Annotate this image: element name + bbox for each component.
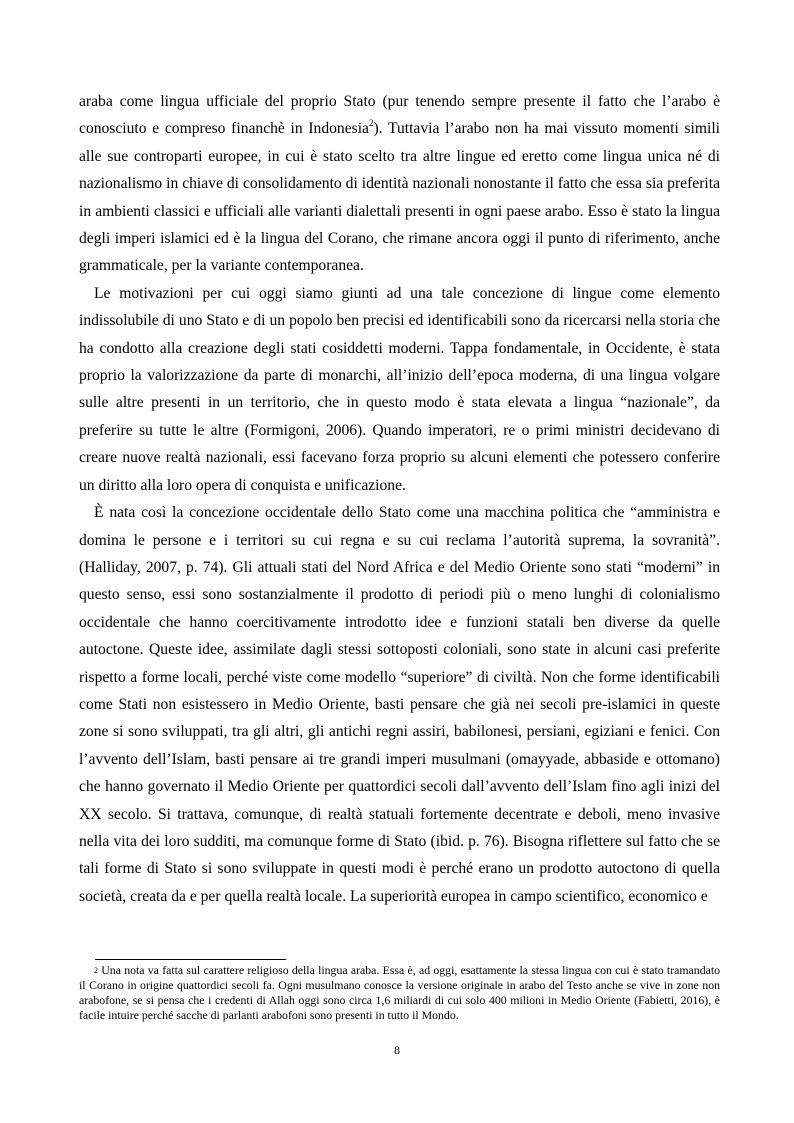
footnote-separator	[95, 959, 286, 960]
footnote-text: Una nota va fatta sul carattere religioso della lingua araba. Essa è, ad oggi, esattamente la stessa lingua con cui è stato tramandato il Corano in origine quattordici secoli fa. Ogni musulmano conosce la versione originale in arabo del Testo anche se vive in zone non arabofone, se si pensa che i credenti di Allah oggi sono circa 1,6 miliardi di cui solo 400 milioni in Medio Oriente (Fabietti, 2016), è facile intuire perché sacche di parlanti arabofoni sono presenti in tutto il Mondo.	[79, 963, 720, 1022]
footnote	[79, 963, 720, 1023]
page-number: 8	[394, 1043, 400, 1057]
paragraph-1-text: araba come lingua ufficiale del proprio Stato (pur tenendo sempre presente il fatto che l’arabo è conosciuto e compreso financhè in Indonesia	[79, 93, 720, 138]
paragraph-1	[79, 88, 720, 280]
body-text	[79, 88, 720, 910]
paragraph-2: Le motivazioni per cui oggi siamo giunti ad una tale concezione di lingue come elemento indissolubile di uno Stato e di un popolo ben precisi ed identificabili sono da ricercarsi nella storia che ha condotto alla creazione degli stati cosiddetti moderni. Tappa fondamentale, in Occidente, è stata proprio la valorizzazione da parte di monarchi, all’inizio dell’epoca moderna, di una lingua volgare sulle altre presenti in un territorio, che in questo modo è stata elevata a lingua “nazionale”, da preferire su tutte le altre (Formigoni, 2006). Quando imperatori, re o primi ministri decidevano di creare nuove realtà nazionali, essi facevano forza proprio su alcuni elementi che potessero conferire un diritto alla loro opera di conquista e unificazione.	[79, 284, 720, 494]
footnote-number: 2	[94, 966, 98, 975]
paragraph-1-text-continued: ). Tuttavia l’arabo non ha mai vissuto momenti simili alle sue controparti europee, in cui è stato scelto tra altre lingue ed eretto come lingua unica né di nazionalismo in chiave di consolidamento di identità nazionali nonostante il fatto che essa sia preferita in ambienti classici e ufficiali alle varianti dialettali presenti in ogni paese arabo. Esso è stato la lingua degli imperi islamici ed è la lingua del Corano, che rimane ancora oggi il punto di riferimento, anche grammaticale, per la variante contemporanea.	[79, 120, 721, 275]
footnote-2	[79, 963, 720, 1023]
paragraph-3: È nata così la concezione occidentale dello Stato come una macchina politica che “amministra e domina le persone e i territori su cui regna e su cui reclama l’autorità suprema, la sovranità”. (Halliday, 2007, p. 74). Gli attuali stati del Nord Africa e del Medio Oriente sono stati “moderni” in questo senso, essi sono sostanzialmente il prodotto di periodi più o meno lunghi di colonialismo occidentale che hanno coercitivamente introdotto idee e funzioni statali ben diverse da quelle autoctone. Queste idee, assimilate dagli stessi sottoposti coloniali, sono state in alcuni casi preferite rispetto a forme locali, perché viste come modello “superiore” di civiltà. Non che forme identificabili come Stati non esistessero in Medio Oriente, basti pensare che già nei secoli pre-islamici in queste zone si sono sviluppati, tra gli altri, gli antichi regni assiri, babilonesi, persiani, egiziani e fenici. Con l’avvento dell’Islam, basti pensare ai tre grandi imperi musulmani (omayyade, abbaside e ottomano) che hanno governato il Medio Oriente per quattordici secoli dall’avvento dell’Islam fino agli inizi del XX secolo. Si trattava, comunque, di realtà statuali fortemente decentrate e deboli, meno invasive nella vita dei loro sudditi, ma comunque forme di Stato (ibid. p. 76). Bisogna riflettere sul fatto che se tali forme di Stato si sono sviluppate in questi modi è perché erano un prodotto autoctono di quella società, creata da e per quella realtà locale. La superiorità europea in campo scientifico, economico e	[79, 504, 720, 905]
footnote-reference[interactable]: 2	[368, 118, 374, 129]
